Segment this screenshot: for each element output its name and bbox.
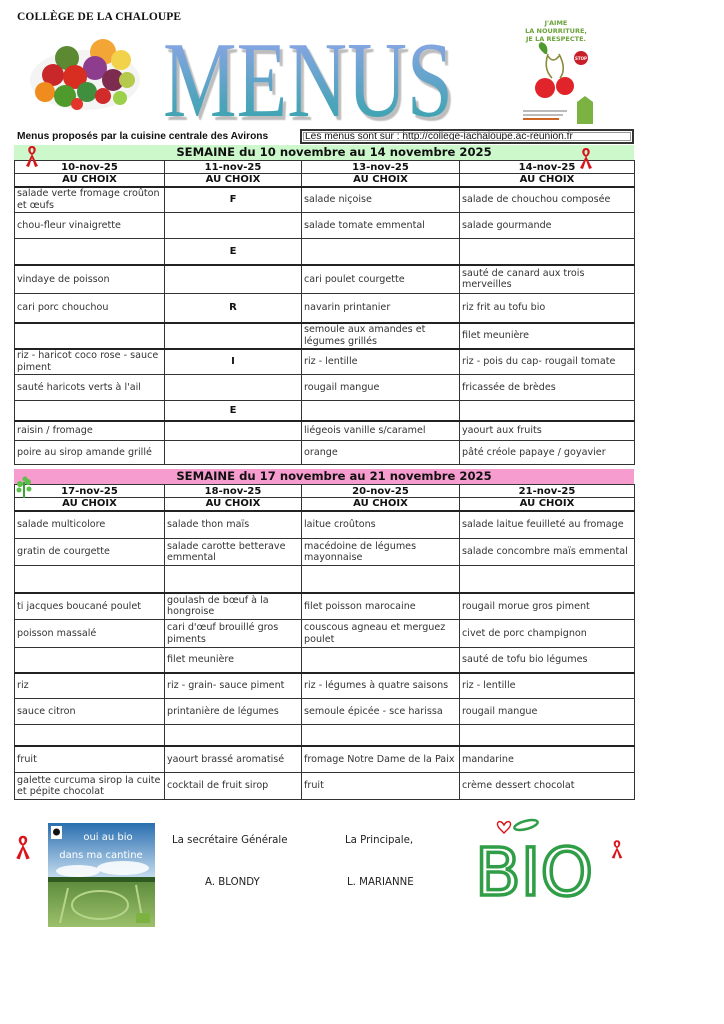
menu-item: gratin de courgette: [15, 539, 165, 566]
bio-logo: [470, 815, 598, 900]
menu-item: yaourt brassé aromatisé: [165, 746, 302, 773]
week-1-header: [14, 145, 634, 160]
menu-row: [15, 421, 635, 441]
menu-row: [15, 441, 635, 465]
menu-item: salade thon maïs: [165, 511, 302, 539]
menu-item: salade niçoise: [302, 187, 460, 213]
au-choix-label: AU CHOIX: [302, 174, 460, 187]
week-1-title: SEMAINE du 10 novembre au 14 novembre 2025: [176, 145, 492, 159]
menu-item: salade concombre maïs emmental: [460, 539, 635, 566]
au-choix-label: AU CHOIX: [15, 174, 165, 187]
menu-item: poisson massalé: [15, 620, 165, 648]
menu-row: [15, 725, 635, 746]
menu-item: E: [165, 401, 302, 421]
menu-row: [15, 648, 635, 673]
menu-item: macédoine de légumes mayonnaise: [302, 539, 460, 566]
day-date: 10-nov-25: [15, 161, 165, 174]
menu-row: [15, 511, 635, 539]
school-name: COLLÈGE DE LA CHALOUPE: [17, 11, 182, 23]
menu-item: fruit: [15, 746, 165, 773]
menu-item: cari d'œuf brouillé gros piments: [165, 620, 302, 648]
choice-header-row: [15, 498, 635, 511]
week-2-menu-table: [14, 484, 635, 800]
menu-item: raisin / fromage: [15, 421, 165, 441]
menu-item: riz - lentille: [460, 673, 635, 699]
menu-item: [165, 375, 302, 401]
week-1-menu-table: [14, 160, 635, 465]
menus-title-text: MENUS: [163, 21, 453, 128]
choice-header-row: [15, 174, 635, 187]
au-choix-label: AU CHOIX: [460, 498, 635, 511]
day-date: 21-nov-25: [460, 485, 635, 498]
menu-item: laitue croûtons: [302, 511, 460, 539]
day-date: 13-nov-25: [302, 161, 460, 174]
menu-row: [15, 566, 635, 593]
menu-item: cari poulet courgette: [302, 265, 460, 294]
au-choix-label: AU CHOIX: [460, 174, 635, 187]
menu-item: civet de porc champignon: [460, 620, 635, 648]
menu-item: R: [165, 294, 302, 323]
menu-item: orange: [302, 441, 460, 465]
menu-row: [15, 699, 635, 725]
menu-item: salade tomate emmental: [302, 213, 460, 239]
week-2-header: [14, 469, 634, 484]
anti-waste-poster: [515, 14, 597, 126]
menu-item: [460, 725, 635, 746]
day-date: 14-nov-25: [460, 161, 635, 174]
wwf-text-2: dans ma cantine: [59, 850, 143, 861]
menu-item: sauté de canard aux trois merveilles: [460, 265, 635, 294]
menu-item: [15, 239, 165, 265]
menu-item: [15, 401, 165, 421]
menu-item: [165, 265, 302, 294]
week-2-title: SEMAINE du 17 novembre au 21 novembre 2025: [176, 469, 492, 483]
menu-item: poire au sirop amande grillé: [15, 441, 165, 465]
menu-item: printanière de légumes: [165, 699, 302, 725]
au-choix-label: AU CHOIX: [165, 498, 302, 511]
day-date: 18-nov-25: [165, 485, 302, 498]
menu-item: [15, 566, 165, 593]
menu-row: [15, 375, 635, 401]
principal-name: L. MARIANNE: [347, 877, 414, 888]
menu-item: riz - grain- sauce piment: [165, 673, 302, 699]
menu-item: salade verte fromage croûton et œufs: [15, 187, 165, 213]
menu-item: [165, 421, 302, 441]
red-ribbon-icon: [24, 144, 40, 168]
wwf-text-1: oui au bio: [83, 832, 133, 843]
menu-item: fricassée de brèdes: [460, 375, 635, 401]
menu-item: [460, 239, 635, 265]
menu-item: [165, 323, 302, 349]
menus-url-box[interactable]: Les menus sont sur : http://college-lachaloupe.ac-reunion.fr: [300, 129, 634, 144]
menu-item: riz - haricot coco rose - sauce piment: [15, 349, 165, 375]
menu-item: [165, 725, 302, 746]
menu-item: salade multicolore: [15, 511, 165, 539]
menu-item: I: [165, 349, 302, 375]
menu-item: sauce citron: [15, 699, 165, 725]
menu-row: [15, 593, 635, 620]
menu-row: [15, 265, 635, 294]
menu-item: rougail mangue: [302, 375, 460, 401]
menu-row: [15, 401, 635, 421]
menu-item: pâté créole papaye / goyavier: [460, 441, 635, 465]
menu-item: filet meunière: [460, 323, 635, 349]
poster-line-3: JE LA RESPECTE.: [525, 35, 587, 43]
menu-item: filet poisson marocaine: [302, 593, 460, 620]
poster-badge: STOP: [575, 56, 587, 61]
menu-item: [460, 566, 635, 593]
menu-item: vindaye de poisson: [15, 265, 165, 294]
menu-item: couscous agneau et merguez poulet: [302, 620, 460, 648]
day-date: 17-nov-25: [15, 485, 165, 498]
menu-item: yaourt aux fruits: [460, 421, 635, 441]
principal-title: La Principale,: [345, 835, 414, 846]
green-sprig-icon: [14, 476, 34, 498]
menu-item: [15, 725, 165, 746]
menu-item: F: [165, 187, 302, 213]
wwf-bio-cantine-poster: [48, 823, 155, 927]
menu-item: riz - pois du cap- rougail tomate: [460, 349, 635, 375]
date-header-row: [15, 161, 635, 174]
menu-row: [15, 673, 635, 699]
au-choix-label: AU CHOIX: [15, 498, 165, 511]
menu-item: [302, 648, 460, 673]
menu-item: filet meunière: [165, 648, 302, 673]
menu-item: semoule épicée - sce harissa: [302, 699, 460, 725]
menu-item: fromage Notre Dame de la Paix: [302, 746, 460, 773]
menu-item: [302, 725, 460, 746]
menu-item: salade laitue feuilleté au fromage: [460, 511, 635, 539]
menu-item: salade carotte betterave emmental: [165, 539, 302, 566]
menu-item: cari porc chouchou: [15, 294, 165, 323]
menu-item: crème dessert chocolat: [460, 773, 635, 800]
red-ribbon-icon: [610, 838, 624, 860]
menu-item: [302, 566, 460, 593]
menu-item: galette curcuma sirop la cuite et pépite chocolat: [15, 773, 165, 800]
menu-item: riz - lentille: [302, 349, 460, 375]
menu-item: [165, 213, 302, 239]
menu-item: fruit: [302, 773, 460, 800]
menu-item: riz: [15, 673, 165, 699]
menus-title-wordart: [150, 18, 460, 128]
menu-item: ti jacques boucané poulet: [15, 593, 165, 620]
menu-row: [15, 187, 635, 213]
menu-item: E: [165, 239, 302, 265]
day-date: 20-nov-25: [302, 485, 460, 498]
menu-row: [15, 323, 635, 349]
menu-item: [302, 401, 460, 421]
menu-item: cocktail de fruit sirop: [165, 773, 302, 800]
menu-item: semoule aux amandes et légumes grillés: [302, 323, 460, 349]
au-choix-label: AU CHOIX: [302, 498, 460, 511]
poster-line-2: LA NOURRITURE,: [525, 27, 587, 35]
menu-item: riz - légumes à quatre saisons: [302, 673, 460, 699]
date-header-row: [15, 485, 635, 498]
fruit-vegetable-image: [25, 30, 140, 115]
menu-item: rougail morue gros piment: [460, 593, 635, 620]
menu-row: [15, 620, 635, 648]
menu-row: [15, 539, 635, 566]
menu-item: [460, 401, 635, 421]
poster-line-1: J'AIME: [544, 19, 568, 27]
secretary-name: A. BLONDY: [205, 877, 260, 888]
menu-item: [15, 323, 165, 349]
au-choix-label: AU CHOIX: [165, 174, 302, 187]
secretary-title: La secrétaire Générale: [172, 835, 288, 846]
menu-row: [15, 294, 635, 323]
menu-item: navarin printanier: [302, 294, 460, 323]
menu-item: chou-fleur vinaigrette: [15, 213, 165, 239]
menu-item: [302, 239, 460, 265]
red-ribbon-icon: [14, 832, 32, 862]
menu-row: [15, 349, 635, 375]
menu-item: sauté de tofu bio légumes: [460, 648, 635, 673]
menu-item: salade de chouchou composée: [460, 187, 635, 213]
kitchen-subtitle: Menus proposés par la cuisine centrale des Avirons: [17, 131, 269, 142]
menu-item: [15, 648, 165, 673]
menu-row: [15, 746, 635, 773]
menu-item: rougail mangue: [460, 699, 635, 725]
menu-row: [15, 239, 635, 265]
menu-item: [165, 566, 302, 593]
menu-item: sauté haricots verts à l'ail: [15, 375, 165, 401]
menu-row: [15, 213, 635, 239]
menu-item: salade gourmande: [460, 213, 635, 239]
menu-item: [165, 441, 302, 465]
menu-row: [15, 773, 635, 800]
menu-item: goulash de bœuf à la hongroise: [165, 593, 302, 620]
bio-logo-text: BIO: [475, 834, 593, 900]
menu-item: riz frit au tofu bio: [460, 294, 635, 323]
day-date: 11-nov-25: [165, 161, 302, 174]
menu-item: liégeois vanille s/caramel: [302, 421, 460, 441]
menu-item: mandarine: [460, 746, 635, 773]
red-ribbon-icon: [578, 146, 594, 170]
